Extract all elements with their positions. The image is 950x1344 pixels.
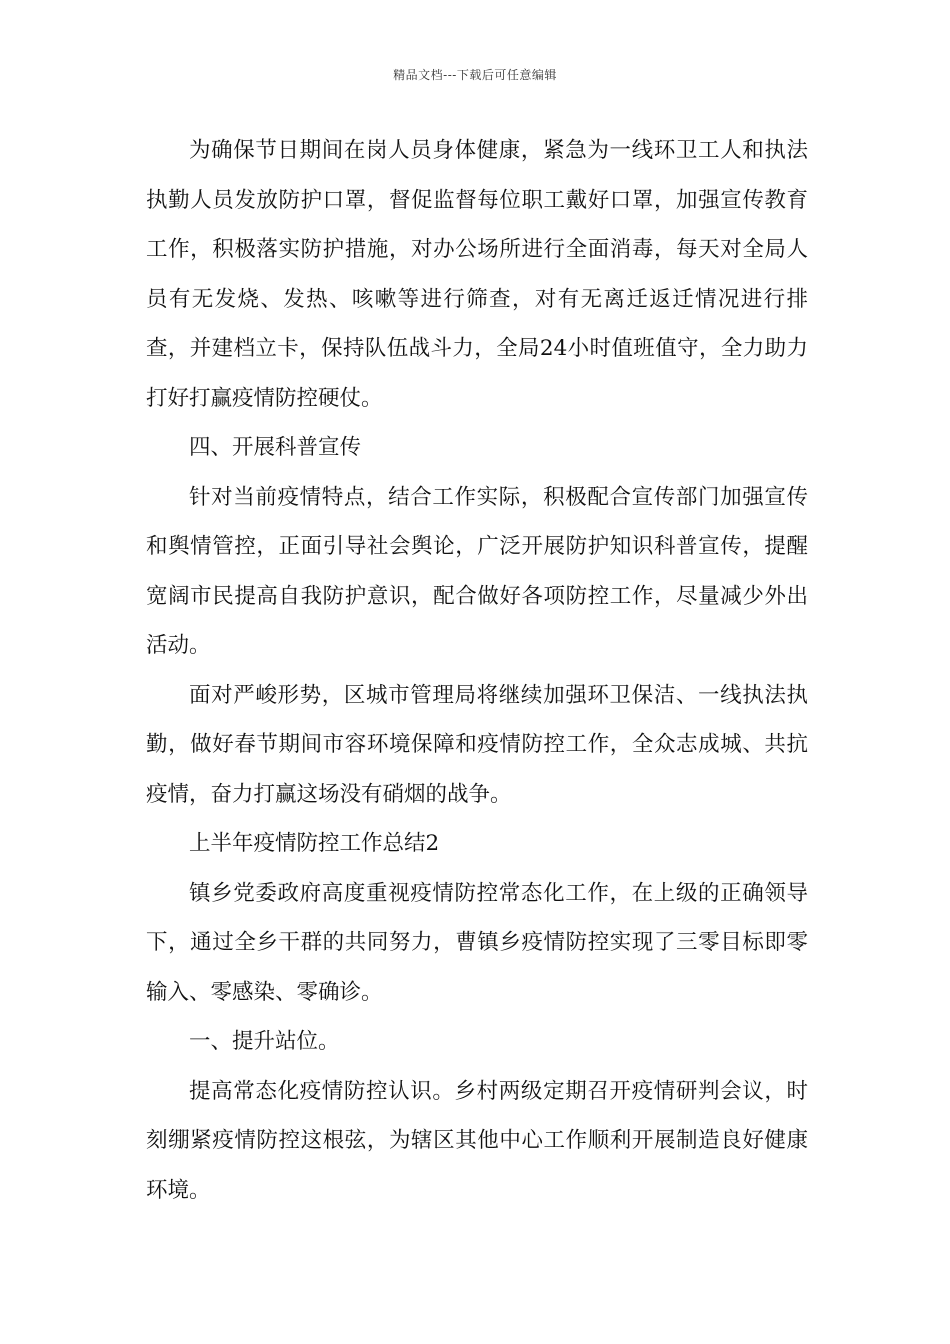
paragraph-summary-intro: 镇乡党委政府高度重视疫情防控常态化工作，在上级的正确领导下，通过全乡干群的共同努力，曹镇乡疫情防控实现了三零目标即零输入、零感染、零确诊。 <box>146 880 808 1005</box>
paragraph-awareness: 提高常态化疫情防控认识。乡村两级定期召开疫情研判会议，时刻绷紧疫情防控这根弦，为辖区其他中心工作顺利开展制造良好健康环境。 <box>146 1078 808 1203</box>
paragraph-epidemic-measures: 为确保节日期间在岗人员身体健康，紧急为一线环卫工人和执法执勤人员发放防护口罩，督促监督每位职工戴好口罩，加强宣传教育工作，积极落实防护措施，对办公场所进行全面消毒，每天对全局人员有无发烧、发热、咳嗽等进行筛查，对有无离迁返迁情况进行排查，并建档立卡，保持队伍战斗力，全局24小时值班值守，全力助力打好打赢疫情防控硬仗。 <box>146 138 808 411</box>
section-heading-raise-position: 一、提升站位。 <box>189 1029 340 1054</box>
document-subtitle: 上半年疫情防控工作总结2 <box>189 831 440 856</box>
page-header: 精品文档---下载后可任意编辑 <box>393 68 557 82</box>
paragraph-outlook: 面对严峻形势，区城市管理局将继续加强环卫保洁、一线执法执勤，做好春节期间市容环境保障和疫情防控工作，全众志成城、共抗疫情，奋力打赢这场没有硝烟的战争。 <box>146 682 808 807</box>
paragraph-publicity: 针对当前疫情特点，结合工作实际，积极配合宣传部门加强宣传和舆情管控，正面引导社会舆论，广泛开展防护知识科普宣传，提醒宽阔市民提高自我防护意识，配合做好各项防控工作，尽量减少外出活动。 <box>146 484 808 658</box>
document-body <box>146 126 808 1215</box>
section-heading-science-publicity: 四、开展科普宣传 <box>189 435 362 460</box>
